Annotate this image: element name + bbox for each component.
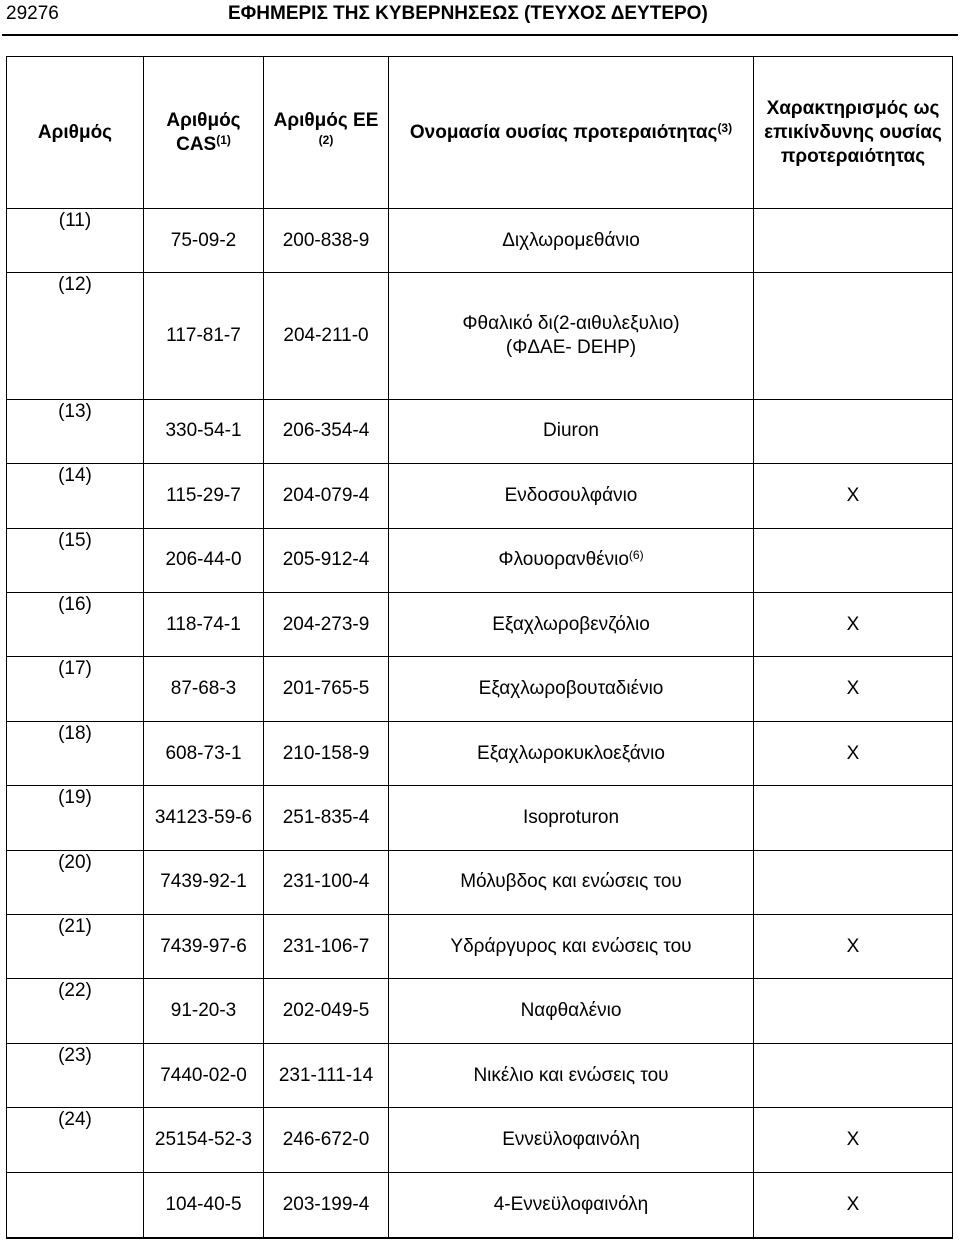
- substance-name-text: Isoproturon: [522, 806, 620, 828]
- row-number: (23): [7, 1043, 144, 1107]
- row-number: (11): [7, 209, 144, 273]
- substance-name-text: Εξαχλωροβενζόλιο: [492, 613, 650, 635]
- ec-number: 203-199-4: [264, 1172, 389, 1238]
- ec-number: 231-100-4: [264, 850, 389, 914]
- cas-number: 206-44-0: [144, 528, 264, 592]
- substance-name-abbrev: (ΦΔΑΕ- DEHP): [505, 337, 637, 359]
- substance-name: [389, 592, 754, 656]
- row-number: (24): [7, 1108, 144, 1172]
- table-row: [7, 1172, 953, 1238]
- table-row: [7, 1043, 953, 1107]
- substance-name-text: Diuron: [543, 420, 599, 442]
- hazard-mark: [754, 399, 953, 463]
- ec-number: 204-079-4: [264, 464, 389, 528]
- ec-number: 206-354-4: [264, 399, 389, 463]
- substance-name-text: Νικέλιο και ενώσεις του: [473, 1064, 669, 1086]
- cas-number: 118-74-1: [144, 592, 264, 656]
- table-row: [7, 209, 953, 273]
- ec-number: 210-158-9: [264, 721, 389, 785]
- hazard-mark: [754, 786, 953, 850]
- row-number: (16): [7, 592, 144, 656]
- substance-name-text: Εννεϋλοφαινόλη: [502, 1129, 640, 1151]
- row-number: (20): [7, 850, 144, 914]
- table-row: [7, 592, 953, 656]
- ec-number: 202-049-5: [264, 979, 389, 1043]
- cas-number: 115-29-7: [144, 464, 264, 528]
- row-number: [7, 1172, 144, 1238]
- ec-number: 205-912-4: [264, 528, 389, 592]
- table-row: [7, 721, 953, 785]
- substance-name: [389, 1043, 754, 1107]
- cas-number: 330-54-1: [144, 399, 264, 463]
- substance-name-text: Διχλωρομεθάνιο: [502, 229, 640, 251]
- hazard-mark: X: [754, 721, 953, 785]
- ec-footnote-ref: (2): [318, 132, 334, 147]
- substance-name-text: Ναφθαλένιο: [520, 1000, 622, 1022]
- gazette-title: ΕΦΗΜΕΡΙΣ ΤΗΣ ΚΥΒΕΡΝΗΣΕΩΣ (ΤΕΥΧΟΣ ΔΕΥΤΕΡΟ): [228, 3, 708, 24]
- substance-name-text: Ενδοσουλφάνιο: [504, 484, 638, 506]
- row-number: (15): [7, 528, 144, 592]
- cas-number: 117-81-7: [144, 273, 264, 399]
- hazard-mark: [754, 1043, 953, 1107]
- substance-name-text: Εξαχλωροκυκλοεξάνιο: [477, 742, 665, 764]
- row-number: (18): [7, 721, 144, 785]
- substance-name: [389, 464, 754, 528]
- substance-name: [389, 721, 754, 785]
- table-row: [7, 399, 953, 463]
- hazard-mark: X: [754, 657, 953, 721]
- substance-name: [389, 979, 754, 1043]
- cas-number: 25154-52-3: [144, 1108, 264, 1172]
- row-number: (12): [7, 273, 144, 399]
- header-substance-name: Ονομασία ουσίας προτεραιότητας$^{(3)}$: [389, 57, 754, 209]
- substance-name: [389, 1172, 754, 1238]
- cas-footnote-ref: (1): [216, 132, 231, 147]
- ec-number: 204-211-0: [264, 273, 389, 399]
- row-number: (22): [7, 979, 144, 1043]
- substance-name-text: Εξαχλωροβουταδιένιο: [478, 678, 664, 700]
- hazard-mark: X: [754, 1172, 953, 1238]
- cas-number: 34123-59-6: [144, 786, 264, 850]
- table-row: [7, 979, 953, 1043]
- table-row: [7, 915, 953, 979]
- ec-number: 200-838-9: [264, 209, 389, 273]
- cas-number: 75-09-2: [144, 209, 264, 273]
- substance-name-text: 4-Εννεϋλοφαινόλη: [493, 1193, 649, 1215]
- row-number: (21): [7, 915, 144, 979]
- hazard-mark: X: [754, 915, 953, 979]
- substance-name: [389, 399, 754, 463]
- substance-name: [389, 915, 754, 979]
- header-hazard: Χαρακτηρισμός ως επικίνδυνης ουσίας προτεραιότητας: [754, 57, 953, 209]
- table-row: [7, 850, 953, 914]
- header-rule: [2, 34, 958, 36]
- ec-number: 204-273-9: [264, 592, 389, 656]
- row-number: (14): [7, 464, 144, 528]
- hazard-mark: X: [754, 464, 953, 528]
- name-footnote-ref: (3): [717, 120, 733, 135]
- substance-footnote-ref: (6): [628, 548, 644, 563]
- substance-name: [389, 786, 754, 850]
- table-row: [7, 464, 953, 528]
- hazard-mark: [754, 209, 953, 273]
- substance-name: [389, 850, 754, 914]
- hazard-mark: [754, 273, 953, 399]
- row-number: (19): [7, 786, 144, 850]
- table-row: [7, 1108, 953, 1172]
- table-row: [7, 528, 953, 592]
- header-cas: Αριθμός CAS$^{(1)}$: [144, 57, 264, 209]
- page-number: 29276: [6, 3, 59, 24]
- table-row: [7, 273, 953, 399]
- table-row: [7, 657, 953, 721]
- substance-name: [389, 1108, 754, 1172]
- ec-number: 231-111-14: [264, 1043, 389, 1107]
- ec-number: 201-765-5: [264, 657, 389, 721]
- substance-name-text: Μόλυβδος και ενώσεις του: [460, 871, 682, 893]
- cas-number: 608-73-1: [144, 721, 264, 785]
- hazard-mark: [754, 528, 953, 592]
- substance-name-text: Υδράργυρος και ενώσεις του: [450, 935, 692, 957]
- hazard-mark: [754, 979, 953, 1043]
- row-number: (17): [7, 657, 144, 721]
- hazard-mark: [754, 850, 953, 914]
- priority-substances-table: [6, 56, 953, 1239]
- substance-name: [389, 209, 754, 273]
- hazard-mark: X: [754, 592, 953, 656]
- ec-number: 231-106-7: [264, 915, 389, 979]
- header-ec: Αριθμός ΕΕ $^{(2)}$: [264, 57, 389, 209]
- cas-number: 7439-92-1: [144, 850, 264, 914]
- cas-number: 91-20-3: [144, 979, 264, 1043]
- header-number: Αριθμός: [7, 57, 144, 209]
- row-number: (13): [7, 399, 144, 463]
- substance-name-text: Φθαλικό δι(2-αιθυλεξυλιο): [462, 313, 680, 335]
- substance-name: [389, 273, 754, 399]
- ec-number: 251-835-4: [264, 786, 389, 850]
- cas-number: 7440-02-0: [144, 1043, 264, 1107]
- substance-name-text: Φλουορανθένιο: [498, 549, 629, 571]
- table-row: [7, 786, 953, 850]
- cas-number: 87-68-3: [144, 657, 264, 721]
- substance-name: [389, 528, 754, 592]
- ec-number: 246-672-0: [264, 1108, 389, 1172]
- cas-number: 7439-97-6: [144, 915, 264, 979]
- cas-number: 104-40-5: [144, 1172, 264, 1238]
- hazard-mark: X: [754, 1108, 953, 1172]
- substance-name: [389, 657, 754, 721]
- table-header-row: [7, 57, 953, 209]
